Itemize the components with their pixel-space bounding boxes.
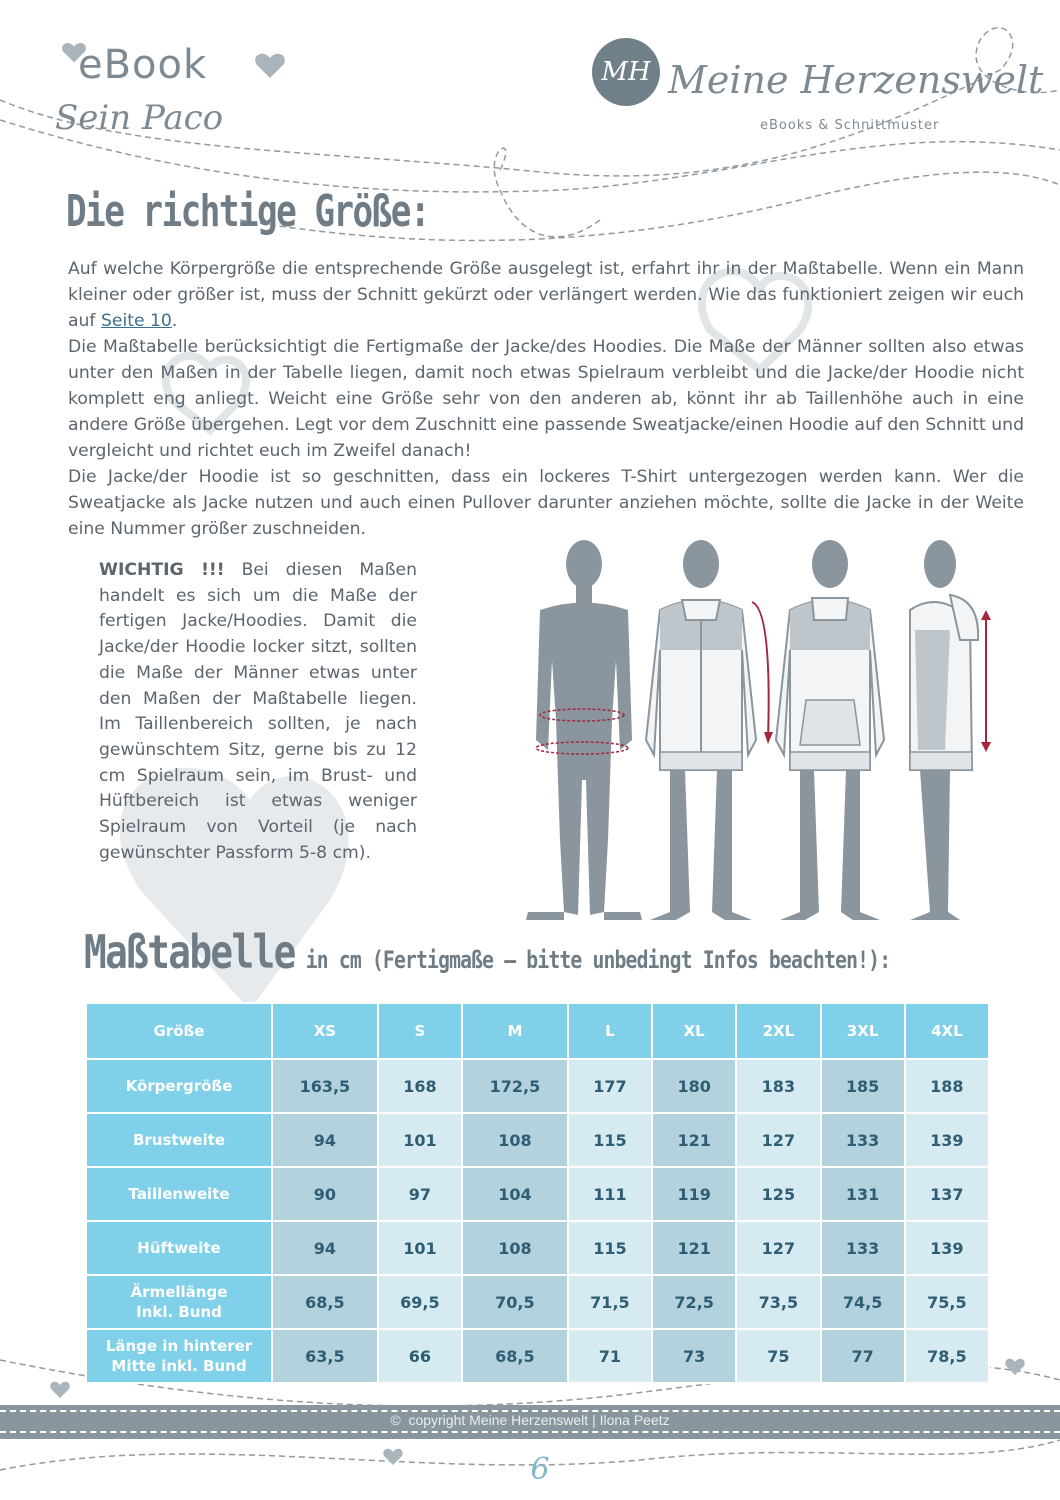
intro-p1-text: Auf welche Körpergröße die entsprechende Größe ausgelegt ist, erfahrt ihr in der Maßtabelle. Wenn ein Mann kleiner oder größer ist, muss der Schnitt gekürzt oder verlängert werden. Wie das funktioniert zeigen wir euch auf [68,259,1024,331]
measurement-figures-illustration [520,540,1000,925]
size-header-cell: XS [272,1003,378,1059]
table-cell: 70,5 [462,1275,568,1329]
table-cell: 108 [462,1113,568,1167]
table-cell: 115 [568,1221,652,1275]
table-cell: 101 [378,1113,462,1167]
table-cell: 66 [378,1329,462,1383]
page-10-link[interactable]: Seite 10 [100,311,172,331]
table-cell: 121 [652,1113,736,1167]
table-cell: 139 [905,1221,989,1275]
size-header-cell: 4XL [905,1003,989,1059]
table-cell: 172,5 [462,1059,568,1113]
row-label-line1: Länge in hinterer [105,1337,253,1355]
table-cell: 185 [821,1059,905,1113]
intro-p1-end: . [171,311,178,331]
size-table-title-suffix: in cm (Fertigmaße – bitte unbedingt Infos beachten!): [294,946,891,974]
section-title-size: Die richtige Größe: [66,186,429,237]
table-cell: 177 [568,1059,652,1113]
pattern-name: Sein Paco [55,98,224,138]
table-cell: 127 [736,1221,820,1275]
table-row [86,1329,989,1383]
size-header-label: Größe [86,1003,272,1059]
table-cell: 188 [905,1059,989,1113]
table-cell: 139 [905,1113,989,1167]
row-label [86,1059,272,1113]
table-cell: 71,5 [568,1275,652,1329]
table-cell: 77 [821,1329,905,1383]
table-cell: 163,5 [272,1059,378,1113]
row-label-line1: Körpergröße [125,1077,233,1095]
table-cell: 73,5 [736,1275,820,1329]
size-header-cell: L [568,1003,652,1059]
size-table-header-row [86,1003,989,1059]
brand-name: Meine Herzenswelt [668,58,1044,102]
table-row [86,1221,989,1275]
table-cell: 90 [272,1167,378,1221]
table-cell: 133 [821,1113,905,1167]
intro-text [68,256,1024,542]
copyright-icon: © [390,1412,409,1428]
intro-paragraph-1 [68,256,1024,334]
row-label [86,1221,272,1275]
table-cell: 78,5 [905,1329,989,1383]
table-cell: 133 [821,1221,905,1275]
size-table-title-main: Maßtabelle [84,925,295,979]
size-header-cell: M [462,1003,568,1059]
table-cell: 121 [652,1221,736,1275]
table-cell: 108 [462,1221,568,1275]
important-label: WICHTIG !!! [99,560,225,580]
important-note [99,558,417,866]
important-text: Bei diesen Maßen handelt es sich um die Maße der fertigen Jacke/Hoodies. Damit die Jacke/der Hoodie locker sitzt, sollten die Maße der Männer etwas unter den Maßen der Maßtabelle liegen. Im Taillenbereich sollten, je nach gewünschtem Sitz, gerne bis zu 12 cm Spielraum sein, im Brust- und Hüftbereich ist etwas weniger Spielraum von Vorteil (je nach gewünschter Passform 5-8 cm). [99,560,417,863]
table-cell: 115 [568,1113,652,1167]
size-header-cell: 3XL [821,1003,905,1059]
table-cell: 125 [736,1167,820,1221]
table-cell: 101 [378,1221,462,1275]
table-cell: 168 [378,1059,462,1113]
table-cell: 75,5 [905,1275,989,1329]
row-label-line1: Brustweite [132,1131,226,1149]
table-row [86,1113,989,1167]
table-cell: 94 [272,1221,378,1275]
figure-hoodie-side [910,540,991,920]
table-cell: 131 [821,1167,905,1221]
row-label-line2: Inkl. Bund [136,1303,222,1321]
size-table [85,1002,990,1384]
brand-tagline: eBooks & Schnittmuster [760,118,940,133]
intro-paragraph-3: Die Jacke/der Hoodie ist so geschnitten, dass ein lockeres T-Shirt untergezogen werden kann. Wer die Sweatjacke als Jacke nutzen und auch einen Pullover darunter anziehen möchte, sollte die Jacke in der Weite eine Nummer größer zuschneiden. [68,467,1024,539]
footer-stitch-bottom [0,1431,1060,1433]
row-label-line1: Taillenweite [128,1185,230,1203]
table-row [86,1059,989,1113]
table-cell: 119 [652,1167,736,1221]
row-label [86,1329,272,1383]
figure-jacket-front [646,540,773,920]
table-cell: 137 [905,1167,989,1221]
table-cell: 104 [462,1167,568,1221]
table-cell: 68,5 [462,1329,568,1383]
figure-body-front [526,540,642,920]
copyright-line [0,1412,1060,1428]
table-row [86,1167,989,1221]
table-cell: 73 [652,1329,736,1383]
intro-paragraph-2: Die Maßtabelle berücksichtigt die Fertigmaße der Jacke/des Hoodies. Die Maße der Männer sollten also etwas unter den Maßen in der Tabelle liegen, damit noch etwas Spielraum verbleibt und die Jacke/der Hoodie nicht komplett eng anliegt. Weicht eine Größe sehr von den anderen ab, könnt ihr ab Taillenhöhe auch in eine andere Größe übergehen. Legt vor dem Zuschnitt eine passende Sweatjacke/einen Hoodie auf den Schnitt und vergleicht und richtet euch im Zweifel danach! [68,337,1024,461]
page-number: 6 [530,1452,550,1487]
row-label [86,1113,272,1167]
table-cell: 72,5 [652,1275,736,1329]
table-row [86,1275,989,1329]
size-header-cell: S [378,1003,462,1059]
table-cell: 127 [736,1113,820,1167]
table-cell: 71 [568,1329,652,1383]
copyright-text: copyright Meine Herzenswelt | Ilona Peetz [408,1412,670,1428]
table-cell: 94 [272,1113,378,1167]
table-cell: 75 [736,1329,820,1383]
row-label-line2: Mitte inkl. Bund [111,1357,247,1375]
table-cell: 97 [378,1167,462,1221]
row-label [86,1167,272,1221]
table-cell: 69,5 [378,1275,462,1329]
table-cell: 63,5 [272,1329,378,1383]
table-cell: 180 [652,1059,736,1113]
table-cell: 183 [736,1059,820,1113]
table-cell: 74,5 [821,1275,905,1329]
brand-logo: MH [592,38,660,106]
table-cell: 68,5 [272,1275,378,1329]
row-label [86,1275,272,1329]
ebook-label: eBook [78,42,208,88]
figure-hoodie-front [776,540,884,920]
size-header-cell: 2XL [736,1003,820,1059]
size-table-title [84,925,890,979]
size-header-cell: XL [652,1003,736,1059]
table-cell: 111 [568,1167,652,1221]
row-label-line1: Ärmellänge [130,1283,228,1301]
row-label-line1: Hüftweite [137,1239,221,1257]
